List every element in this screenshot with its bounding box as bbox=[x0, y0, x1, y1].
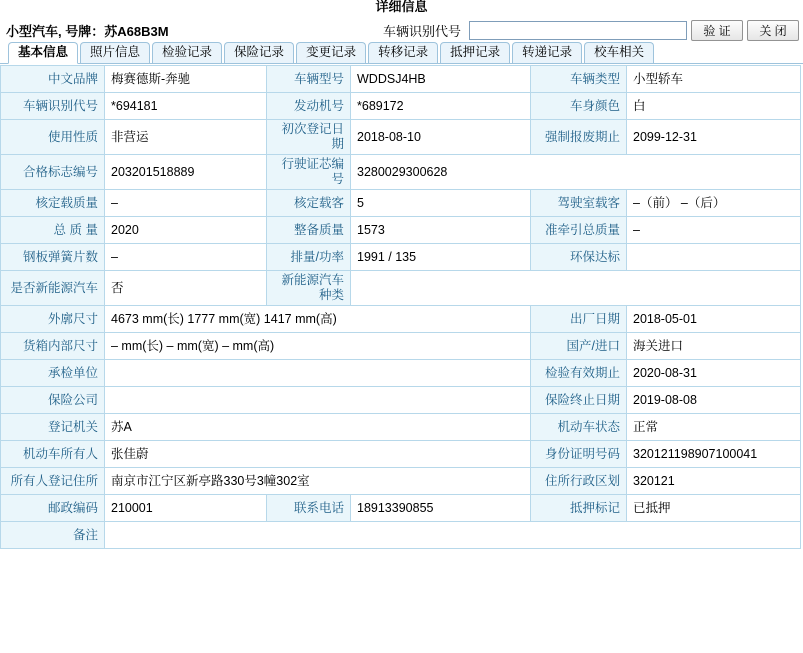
tab-insurance-records[interactable]: 保险记录 bbox=[224, 42, 294, 63]
curb-mass-label: 整备质量 bbox=[267, 217, 351, 244]
gross-mass-value: 2020 bbox=[105, 217, 267, 244]
first-registration-value: 2018-08-10 bbox=[351, 120, 531, 155]
cargo-dimension-label: 货箱内部尺寸 bbox=[1, 333, 105, 360]
produce-date-value: 2018-05-01 bbox=[627, 306, 801, 333]
vehicle-type-label: 车辆类型 bbox=[531, 66, 627, 93]
table-row bbox=[1, 190, 801, 217]
load-mass-label: 核定载质量 bbox=[1, 190, 105, 217]
table-row bbox=[1, 414, 801, 441]
address-value: 南京市江宁区新亭路330号3幢302室 bbox=[105, 468, 531, 495]
vin-label: 车辆识别代号 bbox=[1, 93, 105, 120]
spring-count-value: – bbox=[105, 244, 267, 271]
tab-inspection-records[interactable]: 检验记录 bbox=[152, 42, 222, 63]
address-region-value: 320121 bbox=[627, 468, 801, 495]
model-value: WDDSJ4HB bbox=[351, 66, 531, 93]
dimension-value: 4673 mm(长) 1777 mm(宽) 1417 mm(高) bbox=[105, 306, 531, 333]
cab-seats-label: 驾驶室载客 bbox=[531, 190, 627, 217]
table-row bbox=[1, 93, 801, 120]
emission-label: 环保达标 bbox=[531, 244, 627, 271]
table-row bbox=[1, 217, 801, 244]
model-label: 车辆型号 bbox=[267, 66, 351, 93]
table-row bbox=[1, 271, 801, 306]
table-row bbox=[1, 522, 801, 549]
curb-mass-value: 1573 bbox=[351, 217, 531, 244]
phone-label: 联系电话 bbox=[267, 495, 351, 522]
table-row bbox=[1, 120, 801, 155]
inspection-valid-value: 2020-08-31 bbox=[627, 360, 801, 387]
new-energy-type-value bbox=[351, 271, 801, 306]
registration-org-value: 苏A bbox=[105, 414, 531, 441]
insurance-company-value bbox=[105, 387, 531, 414]
table-row bbox=[1, 244, 801, 271]
dimension-label: 外廓尺寸 bbox=[1, 306, 105, 333]
scrap-date-value: 2099-12-31 bbox=[627, 120, 801, 155]
brand-value: 梅赛德斯-奔驰 bbox=[105, 66, 267, 93]
search-bar bbox=[0, 16, 803, 42]
license-chip-value: 3280029300628 bbox=[351, 155, 801, 190]
remark-label: 备注 bbox=[1, 522, 105, 549]
emission-value bbox=[627, 244, 801, 271]
use-label: 使用性质 bbox=[1, 120, 105, 155]
table-row bbox=[1, 360, 801, 387]
vehicle-status-value: 正常 bbox=[627, 414, 801, 441]
id-number-value: 320121198907100041 bbox=[627, 441, 801, 468]
insurance-end-value: 2019-08-08 bbox=[627, 387, 801, 414]
seats-label: 核定载客 bbox=[267, 190, 351, 217]
tab-mortgage-records[interactable]: 抵押记录 bbox=[440, 42, 510, 63]
displacement-value: 1991 / 135 bbox=[351, 244, 531, 271]
certificate-label: 合格标志编号 bbox=[1, 155, 105, 190]
tab-change-records[interactable]: 变更记录 bbox=[296, 42, 366, 63]
inspection-org-value bbox=[105, 360, 531, 387]
use-value: 非营运 bbox=[105, 120, 267, 155]
tab-basic-info[interactable]: 基本信息 bbox=[8, 42, 78, 64]
vin-search-input[interactable] bbox=[469, 21, 687, 40]
table-row bbox=[1, 306, 801, 333]
license-chip-label: 行驶证芯编号 bbox=[267, 155, 351, 190]
vin-value: *694181 bbox=[105, 93, 267, 120]
displacement-label: 排量/功率 bbox=[267, 244, 351, 271]
table-row bbox=[1, 495, 801, 522]
tab-bar bbox=[0, 42, 803, 64]
inspection-org-label: 承检单位 bbox=[1, 360, 105, 387]
brand-label: 中文品牌 bbox=[1, 66, 105, 93]
window-title: 详细信息 bbox=[375, 0, 428, 14]
mortgage-label: 抵押标记 bbox=[531, 495, 627, 522]
registration-org-label: 登记机关 bbox=[1, 414, 105, 441]
plate-summary-label: 小型汽车, 号牌：苏A68B3M bbox=[6, 23, 169, 39]
seats-value: 5 bbox=[351, 190, 531, 217]
spring-count-label: 钢板弹簧片数 bbox=[1, 244, 105, 271]
mortgage-value: 已抵押 bbox=[627, 495, 801, 522]
vehicle-detail-table bbox=[0, 65, 801, 549]
cargo-dimension-value: – mm(长) – mm(宽) – mm(高) bbox=[105, 333, 531, 360]
postcode-label: 邮政编码 bbox=[1, 495, 105, 522]
table-row bbox=[1, 468, 801, 495]
new-energy-label: 是否新能源汽车 bbox=[1, 271, 105, 306]
engine-value: *689172 bbox=[351, 93, 531, 120]
vehicle-status-label: 机动车状态 bbox=[531, 414, 627, 441]
vin-search-label: 车辆识别代号 bbox=[382, 23, 461, 39]
table-row bbox=[1, 441, 801, 468]
origin-value: 海关进口 bbox=[627, 333, 801, 360]
tab-photo-info[interactable]: 照片信息 bbox=[80, 42, 150, 63]
new-energy-value: 否 bbox=[105, 271, 267, 306]
origin-label: 国产/进口 bbox=[531, 333, 627, 360]
remark-value bbox=[105, 522, 801, 549]
cab-seats-value: –（前） –（后） bbox=[627, 190, 801, 217]
insurance-company-label: 保险公司 bbox=[1, 387, 105, 414]
load-mass-value: – bbox=[105, 190, 267, 217]
produce-date-label: 出厂日期 bbox=[531, 306, 627, 333]
address-region-label: 住所行政区划 bbox=[531, 468, 627, 495]
body-color-value: 白 bbox=[627, 93, 801, 120]
phone-value: 18913390855 bbox=[351, 495, 531, 522]
table-row bbox=[1, 387, 801, 414]
tab-delivery-records[interactable]: 转递记录 bbox=[512, 42, 582, 63]
close-button[interactable]: 关 闭 bbox=[747, 20, 799, 41]
tab-transfer-records[interactable]: 转移记录 bbox=[368, 42, 438, 63]
tab-school-bus[interactable]: 校车相关 bbox=[584, 42, 654, 63]
scrap-date-label: 强制报废期止 bbox=[531, 120, 627, 155]
engine-label: 发动机号 bbox=[267, 93, 351, 120]
owner-value: 张佳蔚 bbox=[105, 441, 531, 468]
tow-mass-label: 准牵引总质量 bbox=[531, 217, 627, 244]
first-registration-label: 初次登记日期 bbox=[267, 120, 351, 155]
verify-button[interactable]: 验 证 bbox=[691, 20, 743, 41]
postcode-value: 210001 bbox=[105, 495, 267, 522]
table-row bbox=[1, 155, 801, 190]
insurance-end-label: 保险终止日期 bbox=[531, 387, 627, 414]
gross-mass-label: 总 质 量 bbox=[1, 217, 105, 244]
body-color-label: 车身颜色 bbox=[531, 93, 627, 120]
new-energy-type-label: 新能源汽车种类 bbox=[267, 271, 351, 306]
certificate-value: 203201518889 bbox=[105, 155, 267, 190]
owner-label: 机动车所有人 bbox=[1, 441, 105, 468]
inspection-valid-label: 检验有效期止 bbox=[531, 360, 627, 387]
table-row bbox=[1, 333, 801, 360]
tow-mass-value: – bbox=[627, 217, 801, 244]
table-row bbox=[1, 66, 801, 93]
vehicle-type-value: 小型轿车 bbox=[627, 66, 801, 93]
id-number-label: 身份证明号码 bbox=[531, 441, 627, 468]
address-label: 所有人登记住所 bbox=[1, 468, 105, 495]
